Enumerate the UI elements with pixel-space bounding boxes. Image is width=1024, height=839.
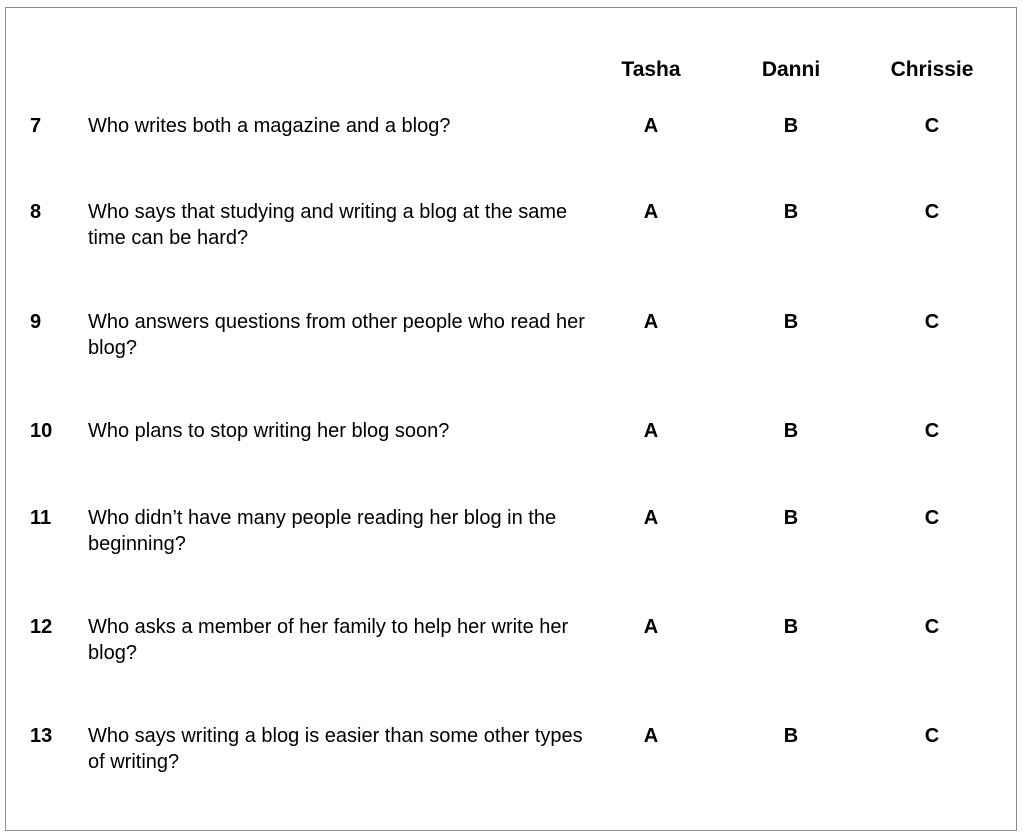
option-a[interactable]: A	[643, 201, 659, 223]
question-number: 13	[30, 725, 53, 747]
option-b[interactable]: B	[783, 311, 799, 333]
question-row-11	[0, 505, 1024, 565]
question-number: 11	[30, 507, 52, 529]
question-number: 12	[30, 616, 53, 638]
option-c[interactable]: C	[924, 201, 940, 223]
question-number: 10	[30, 420, 53, 442]
question-number: 8	[30, 201, 42, 223]
question-row-9	[0, 309, 1024, 369]
option-b[interactable]: B	[783, 420, 799, 442]
option-c[interactable]: C	[924, 507, 940, 529]
question-text: Who asks a member of her family to help her write her blog?	[88, 616, 569, 664]
option-c[interactable]: C	[924, 616, 940, 638]
question-text: Who writes both a magazine and a blog?	[88, 115, 451, 137]
question-text: Who didn’t have many people reading her blog in the beginning?	[88, 507, 557, 555]
column-header-chrissie: Chrissie	[890, 58, 974, 81]
question-number: 7	[30, 115, 42, 137]
option-a[interactable]: A	[643, 115, 659, 137]
question-number: 9	[30, 311, 42, 333]
option-c[interactable]: C	[924, 725, 940, 747]
option-b[interactable]: B	[783, 201, 799, 223]
option-a[interactable]: A	[643, 507, 659, 529]
question-text: Who says that studying and writing a blog at the same time can be hard?	[88, 201, 568, 249]
question-row-8	[0, 199, 1024, 259]
option-b[interactable]: B	[783, 507, 799, 529]
question-text: Who says writing a blog is easier than some other types of writing?	[88, 725, 583, 773]
question-row-13	[0, 723, 1024, 783]
option-c[interactable]: C	[924, 115, 940, 137]
option-b[interactable]: B	[783, 616, 799, 638]
option-c[interactable]: C	[924, 311, 940, 333]
question-row-12	[0, 614, 1024, 674]
question-text: Who plans to stop writing her blog soon?	[88, 420, 450, 442]
option-b[interactable]: B	[783, 725, 799, 747]
option-c[interactable]: C	[924, 420, 940, 442]
column-header-danni: Danni	[761, 58, 821, 81]
option-b[interactable]: B	[783, 115, 799, 137]
option-a[interactable]: A	[643, 311, 659, 333]
option-a[interactable]: A	[643, 616, 659, 638]
column-header-tasha: Tasha	[621, 58, 681, 81]
question-text: Who answers questions from other people who read her blog?	[88, 311, 585, 359]
option-a[interactable]: A	[643, 725, 659, 747]
question-row-10	[0, 418, 1024, 478]
option-a[interactable]: A	[643, 420, 659, 442]
question-row-7	[0, 113, 1024, 173]
